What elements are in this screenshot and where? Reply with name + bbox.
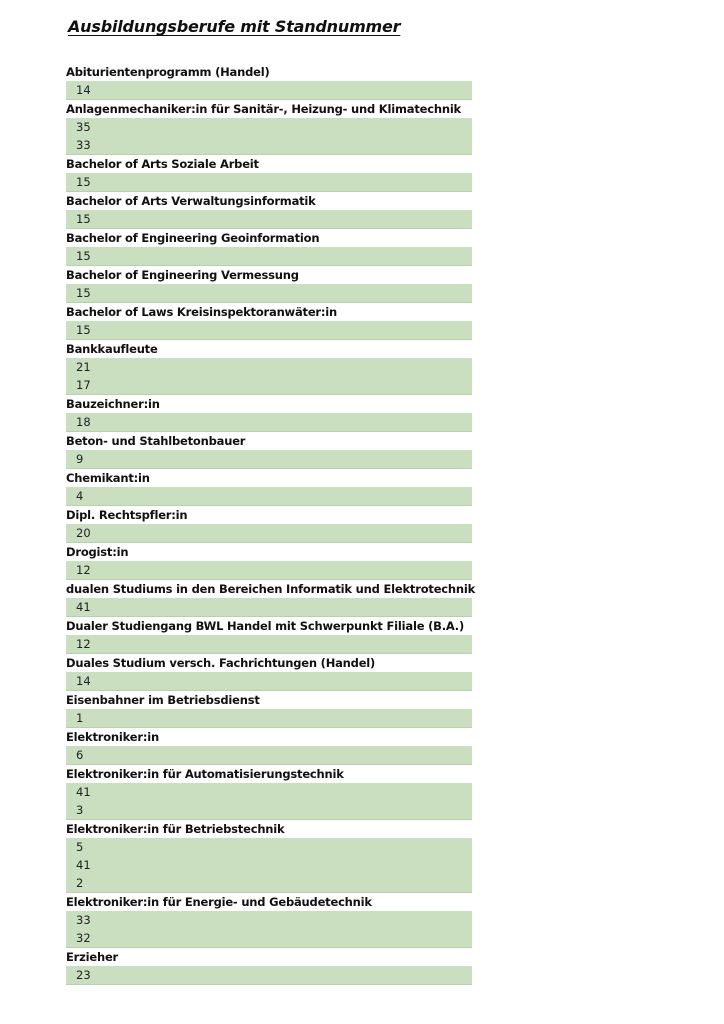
profession-name: Erzieher: [66, 950, 119, 964]
list-item: [66, 765, 472, 820]
stand-number-block: [66, 321, 472, 340]
stand-number: 9: [76, 452, 84, 466]
page-title: Ausbildungsberufe mit Standnummer: [68, 17, 401, 36]
stand-number: 41: [76, 858, 91, 872]
stand-number-block: [66, 966, 472, 985]
profession-name: Elektroniker:in: [66, 730, 159, 744]
profession-name: Bachelor of Arts Verwaltungsinformatik: [66, 194, 316, 208]
list-item: [66, 192, 472, 229]
stand-number: 12: [76, 563, 91, 577]
stand-number: 15: [76, 212, 91, 226]
stand-number-block: [66, 173, 472, 192]
profession-name: Bachelor of Laws Kreisinspektoranwäter:in: [66, 305, 338, 319]
stand-number: 15: [76, 323, 91, 337]
stand-number-block: [66, 450, 472, 469]
stand-number-block: [66, 358, 472, 395]
profession-name: Drogist:in: [66, 545, 129, 559]
stand-number-block: [66, 413, 472, 432]
profession-name: Elektroniker:in für Automatisierungstechnik: [66, 767, 344, 781]
stand-number-block: [66, 247, 472, 266]
list-item: [66, 100, 472, 155]
stand-number-block: [66, 487, 472, 506]
list-item: [66, 893, 472, 948]
stand-number: 18: [76, 415, 91, 429]
profession-name: Duales Studium versch. Fachrichtungen (Handel): [66, 656, 376, 670]
profession-name: Bachelor of Arts Soziale Arbeit: [66, 157, 259, 171]
list-item: [66, 506, 472, 543]
profession-name: Bankkaufleute: [66, 342, 158, 356]
stand-number-block: [66, 524, 472, 543]
stand-number-block: [66, 746, 472, 765]
stand-number-block: [66, 561, 472, 580]
list-item: [66, 155, 472, 192]
stand-number: 21: [76, 360, 91, 374]
list-item: [66, 340, 472, 395]
stand-number: 12: [76, 637, 91, 651]
profession-name: Eisenbahner im Betriebsdienst: [66, 693, 260, 707]
profession-name: Bachelor of Engineering Geoinformation: [66, 231, 320, 245]
stand-number-block: [66, 838, 472, 893]
list-item: [66, 432, 472, 469]
stand-number-block: [66, 284, 472, 303]
profession-name: Elektroniker:in für Energie- und Gebäudetechnik: [66, 895, 372, 909]
stand-number: 14: [76, 83, 91, 97]
list-item: [66, 395, 472, 432]
stand-number: 33: [76, 138, 91, 152]
list-item: [66, 948, 472, 985]
profession-name: dualen Studiums in den Bereichen Informatik und Elektrotechnik: [66, 582, 476, 596]
list-item: [66, 229, 472, 266]
stand-number: 2: [76, 876, 84, 890]
profession-name: Abiturientenprogramm (Handel): [66, 65, 270, 79]
list-item: [66, 728, 472, 765]
stand-number: 1: [76, 711, 84, 725]
stand-number: 15: [76, 286, 91, 300]
stand-number: 15: [76, 249, 91, 263]
stand-number-block: [66, 118, 472, 155]
stand-number-block: [66, 911, 472, 948]
list-item: [66, 469, 472, 506]
stand-number: 32: [76, 931, 91, 945]
stand-number: 23: [76, 968, 91, 982]
list-item: [66, 303, 472, 340]
stand-number: 35: [76, 120, 91, 134]
stand-number-block: [66, 598, 472, 617]
stand-number: 20: [76, 526, 91, 540]
stand-number: 5: [76, 840, 84, 854]
profession-name: Beton- und Stahlbetonbauer: [66, 434, 246, 448]
profession-name: Anlagenmechaniker:in für Sanitär-, Heizung- und Klimatechnik: [66, 102, 462, 116]
profession-name: Dipl. Rechtspfler:in: [66, 508, 188, 522]
stand-number-block: [66, 672, 472, 691]
profession-name: Elektroniker:in für Betriebstechnik: [66, 822, 285, 836]
list-item: [66, 820, 472, 893]
stand-number: 14: [76, 674, 91, 688]
stand-number-block: [66, 783, 472, 820]
profession-name: Bachelor of Engineering Vermessung: [66, 268, 299, 282]
list-item: [66, 580, 476, 617]
stand-number: 33: [76, 913, 91, 927]
list-item: [66, 691, 472, 728]
profession-list: [66, 63, 476, 985]
stand-number: 41: [76, 600, 91, 614]
list-item: [66, 654, 472, 691]
list-item: [66, 63, 472, 100]
stand-number: 4: [76, 489, 84, 503]
stand-number: 6: [76, 748, 84, 762]
stand-number-block: [66, 210, 472, 229]
stand-number: 17: [76, 378, 91, 392]
stand-number: 15: [76, 175, 91, 189]
profession-name: Bauzeichner:in: [66, 397, 160, 411]
stand-number: 41: [76, 785, 91, 799]
stand-number-block: [66, 709, 472, 728]
list-item: [66, 543, 472, 580]
stand-number-block: [66, 81, 472, 100]
list-item: [66, 266, 472, 303]
list-item: [66, 617, 472, 654]
profession-name: Dualer Studiengang BWL Handel mit Schwerpunkt Filiale (B.A.): [66, 619, 465, 633]
stand-number: 3: [76, 803, 84, 817]
stand-number-block: [66, 635, 472, 654]
profession-name: Chemikant:in: [66, 471, 150, 485]
